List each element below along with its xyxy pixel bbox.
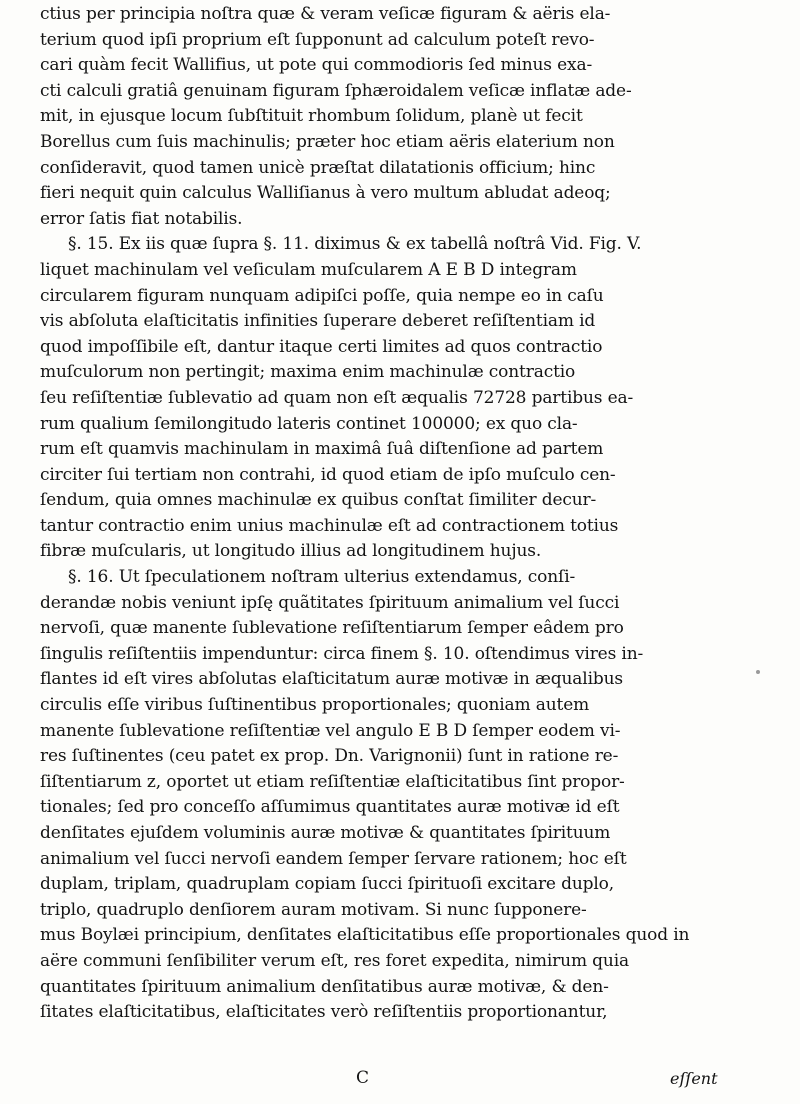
text-line: tantur contractio enim unius machinulæ eſt ad contractionem totius xyxy=(40,515,619,536)
text-line: ſeu reſiſtentiæ ſublevatio ad quam non eſt æqualis 72728 partibus ea- xyxy=(40,387,634,408)
text-line: ſingulis reſiſtentiis impenduntur: circa finem §. 10. oſtendimus vires in- xyxy=(40,643,644,664)
catchword: eſſent xyxy=(670,1069,718,1088)
text-line: manente ſublevatione reſiſtentiæ vel angulo E B D ſemper eodem vi- xyxy=(40,720,621,741)
text-line: fibræ muſcularis, ut longitudo illius ad longitudinem hujus. xyxy=(40,541,542,562)
text-line: mus Boylæi principium, denſitates elaſticitatibus eſſe proportionales quod in xyxy=(40,925,690,946)
text-line: triplo, quadruplo denſiorem auram motivam. Si nunc ſupponere- xyxy=(40,899,587,920)
text-line: derandæ nobis veniunt ipſę quãtitates ſpirituum animalium vel ſucci xyxy=(40,592,620,613)
text-line: error ſatis fiat notabilis. xyxy=(40,208,243,229)
text-line: ctius per principia noſtra quæ & veram veſicæ figuram & aëris ela- xyxy=(40,4,611,24)
text-line: ſendum, quia omnes machinulæ ex quibus conſtat ſimiliter decur- xyxy=(40,490,597,511)
text-line: duplam, triplam, quadruplam copiam ſucci ſpirituoſi excitare duplo, xyxy=(40,874,614,895)
text-line: tionales; ſed pro conceſſo aſſumimus quantitates auræ motivæ id eſt xyxy=(40,797,620,818)
text-line: flantes id eſt vires abſolutas elaſticitatum auræ motivæ in æqualibus xyxy=(40,669,623,690)
text-line: quod impoſſibile eſt, dantur itaque certi limites ad quos contractio xyxy=(40,336,603,357)
text-line: fieri nequit quin calculus Walliſianus à vero multum abludat adeoq; xyxy=(40,183,611,204)
text-line: muſculorum non pertingit; maxima enim machinulæ contractio xyxy=(40,362,576,383)
text-line: quantitates ſpirituum animalium denſitatibus auræ motivæ, & den- xyxy=(40,976,609,997)
text-line: res ſuſtinentes (ceu patet ex prop. Dn. Varignonii) ſunt in ratione re- xyxy=(40,746,619,767)
ink-speck xyxy=(756,670,760,674)
text-line: animalium vel ſucci nervoſi eandem ſemper ſervare rationem; hoc eſt xyxy=(40,848,627,869)
text-line: liquet machinulam vel veſiculam muſcularem A E B D integram xyxy=(40,259,577,280)
text-line: mit, in ejusque locum ſubſtituit rhombum ſolidum, planè ut fecit xyxy=(40,106,583,127)
text-line: circularem figuram nunquam adipiſci poſſe, quia nempe eo in caſu xyxy=(40,285,604,306)
text-line: rum qualium ſemilongitudo lateris continet 100000; ex quo cla- xyxy=(40,413,578,434)
section-15-heading-line: §. 15. Ex iis quæ ſupra §. 11. diximus & ex tabellâ noſtrâ Vid. Fig. V. xyxy=(68,234,642,255)
text-line: ſiſtentiarum z, oportet ut etiam reſiſtentiæ elaſticitatibus ſint propor- xyxy=(40,771,625,792)
text-line: circulis eſſe viribus ſuſtinentibus proportionales; quoniam autem xyxy=(40,695,590,716)
text-line: rum eſt quamvis machinulam in maximâ ſuâ diſtenſione ad partem xyxy=(40,439,604,460)
text-line: aëre communi ſenſibiliter verum eſt, res foret expedita, nimirum quia xyxy=(40,950,629,971)
signature-mark: C xyxy=(356,1068,370,1088)
text-line: cari quàm fecit Wallifius, ut pote qui commodioris ſed minus exa- xyxy=(40,55,593,76)
text-line: nervoſi, quæ manente ſublevatione reſiſtentiarum ſemper eâdem pro xyxy=(40,618,624,639)
text-block xyxy=(40,2,730,1026)
text-line: conſideravit, quod tamen unicè præſtat dilatationis officium; hinc xyxy=(40,157,596,178)
section-16-heading-line: §. 16. Ut ſpeculationem noſtram ulterius extendamus, conſi- xyxy=(68,567,576,588)
text-line: cti calculi gratiâ genuinam figuram ſphæroidalem veſicæ inflatæ ade- xyxy=(40,80,632,101)
text-line: Borellus cum ſuis machinulis; præter hoc etiam aëris elaterium non xyxy=(40,131,615,152)
text-line: ſitates elaſticitatibus, elaſticitates verò reſiſtentiis proportionantur, xyxy=(40,1002,608,1023)
text-line: denſitates ejuſdem voluminis auræ motivæ & quantitates ſpirituum xyxy=(40,823,611,843)
text-line: vis abſoluta elaſticitatis infinities ſuperare deberet reſiſtentiam id xyxy=(40,311,596,332)
text-line: circiter ſui tertiam non contrahi, id quod etiam de ipſo muſculo cen- xyxy=(40,464,616,485)
text-line: terium quod ipſi proprium eſt ſupponunt ad calculum poteſt revo- xyxy=(40,29,595,50)
